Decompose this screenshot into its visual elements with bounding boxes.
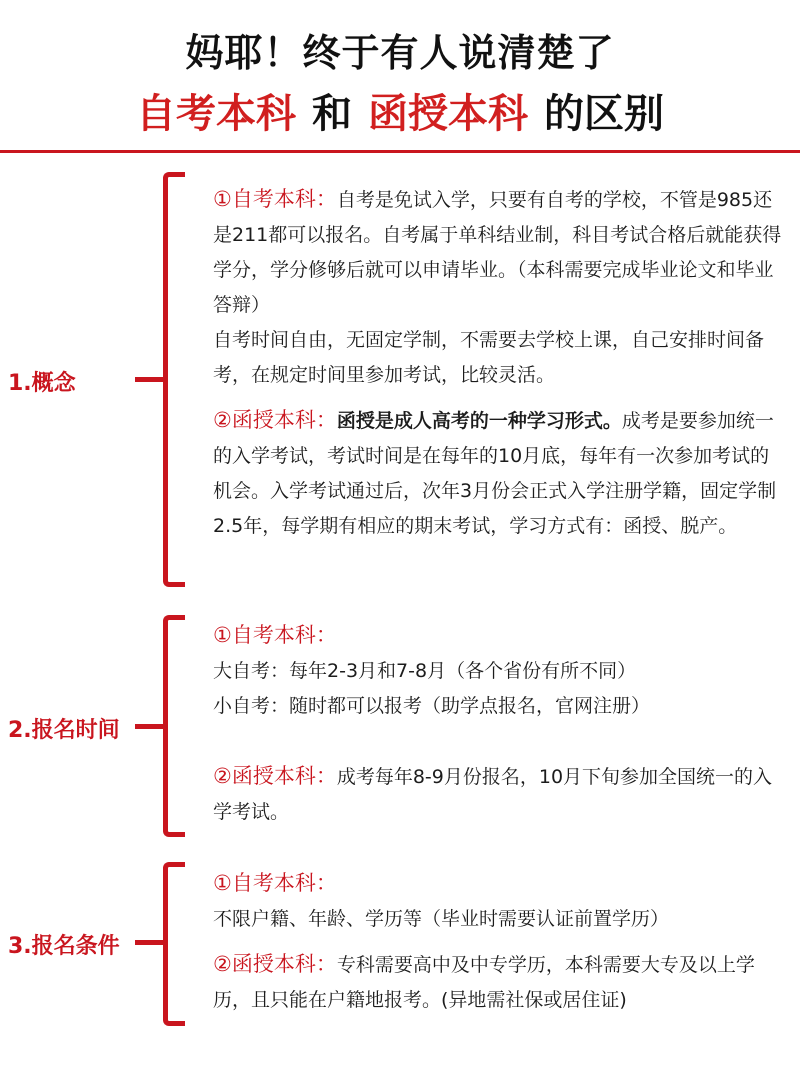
section-2-corr-paragraph (213, 759, 783, 830)
section-1-self-text: 自考是免试入学，只要有自考的学校，不管是985还是211都可以报名。自考属于单科结业制，科目考试合格后就能获得学分，学分修够后就可以申请毕业。（本科需要完成毕业论文和毕业答辩） (213, 189, 782, 316)
section-3-content (213, 866, 783, 1018)
section-1-self-paragraph (213, 182, 783, 323)
section-2-self-line-2: 小自考：随时都可以报考（助学点报名，官网注册） (213, 695, 651, 717)
title-and: 和 (312, 91, 352, 137)
section-1-connector (135, 377, 165, 382)
section-1-corr-label: ②函授本科： (213, 408, 337, 432)
section-2-corr-label: ②函授本科： (213, 764, 337, 788)
page-title-line-2 (0, 82, 800, 139)
title-divider (0, 150, 800, 153)
title-correspondence: 函授本科 (368, 91, 528, 137)
section-3-self-label: ①自考本科： (213, 871, 337, 895)
section-3-self-label-line (213, 866, 783, 902)
section-2-self-label-line (213, 618, 783, 654)
section-1-self-label: ①自考本科： (213, 187, 337, 211)
title-difference: 的区别 (544, 91, 664, 137)
title-self-study: 自考本科 (136, 91, 296, 137)
section-2-corr-text: 成考每年8-9月份报名，10月下旬参加全国统一的入学考试。 (213, 766, 773, 823)
section-2-category: 2.报名时间 (8, 718, 120, 743)
section-3-corr-label: ②函授本科： (213, 952, 337, 976)
section-3-bracket (163, 862, 185, 1026)
section-2-self-label: ①自考本科： (213, 623, 337, 647)
section-2-connector (135, 724, 165, 729)
page-title-line-1: 妈耶！终于有人说清楚了 (185, 31, 615, 75)
section-1-category: 1.概念 (8, 371, 76, 396)
section-1-corr-text: 成考是要参加统一的入学考试，考试时间是在每年的10月底，每年有一次参加考试的机会。入学考试通过后，次年3月份会正式入学注册学籍，固定学制2.5年，每学期有相应的期末考试，学习方式有：函授、脱产。 (213, 410, 777, 537)
section-1-bracket (163, 172, 185, 587)
section-3-connector (135, 940, 165, 945)
section-3-category: 3.报名条件 (8, 934, 120, 959)
section-1-corr-bold: 函授是成人高考的一种学习形式。 (336, 410, 622, 432)
section-3-corr-text: 专科需要高中及中专学历，本科需要大专及以上学历，且只能在户籍地报考。(异地需社保或居住证) (213, 954, 755, 1011)
section-1-content (213, 182, 783, 544)
section-2-bracket (163, 615, 185, 837)
section-1-self-text-2: 自考时间自由，无固定学制，不需要去学校上课，自己安排时间备考，在规定时间里参加考试，比较灵活。 (213, 329, 765, 386)
section-1-corr-paragraph (213, 403, 783, 544)
section-3-self-line-1: 不限户籍、年龄、学历等（毕业时需要认证前置学历） (213, 908, 670, 930)
section-3-corr-paragraph (213, 947, 783, 1018)
section-2-self-line-1: 大自考：每年2-3月和7-8月（各个省份有所不同） (213, 660, 637, 682)
section-2-content (213, 618, 783, 830)
